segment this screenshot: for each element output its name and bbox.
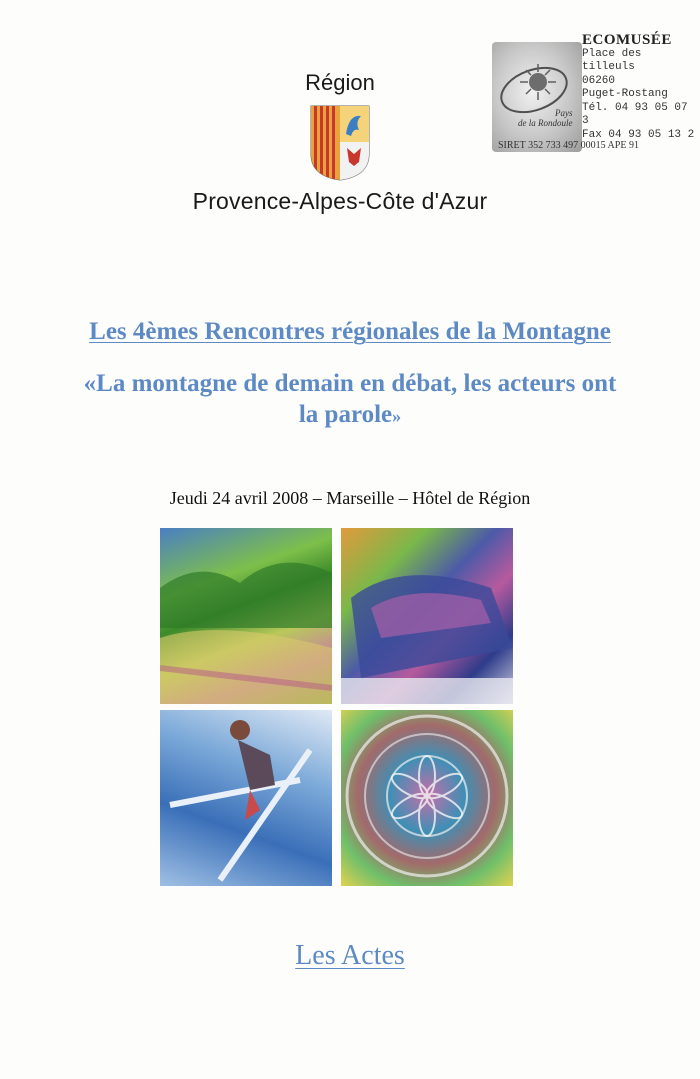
skier-photo: [160, 710, 332, 886]
mountain-meadow-image: [160, 528, 332, 704]
subtitle-line2-wrap: [40, 399, 660, 432]
stamp-title: ECOMUSÉE: [582, 32, 672, 48]
stamp-pays-line2: de la Rondoule: [518, 118, 573, 128]
document-title: Les 4èmes Rencontres régionales de la Montagne: [89, 318, 611, 345]
les-actes-footer: Les Actes: [295, 940, 405, 971]
stamp-line: Fax 04 93 05 13 2: [582, 128, 695, 141]
carved-rosette-photo: [341, 710, 513, 886]
stamp-line: Tél. 04 93 05 07 3: [582, 101, 688, 127]
sun-swirl-icon: [492, 42, 582, 152]
stamp-pays-line1: Pays: [555, 108, 573, 118]
ecomusee-stamp: [488, 30, 700, 155]
document-subtitle: [40, 368, 660, 432]
stamp-line: 06260: [582, 74, 616, 87]
event-date-line: Jeudi 24 avril 2008 – Marseille – Hôtel de Région: [169, 488, 531, 508]
rosette-image: [341, 710, 513, 886]
stamp-line: Place des tilleuls: [582, 47, 642, 73]
subtitle-line2: la parole: [298, 401, 393, 428]
mountain-meadow-photo: [160, 528, 332, 704]
stamp-siret: SIRET 352 733 497 00015 APE 91: [498, 140, 639, 151]
stamp-line: Puget-Rostang: [582, 88, 668, 100]
region-word: Région: [305, 70, 375, 95]
subtitle-line1: «La montagne de demain en débat, les acteurs ont: [83, 370, 617, 397]
train-photo: [341, 528, 513, 704]
photo-collage: [160, 528, 515, 886]
subtitle-close-quote: »: [392, 406, 402, 426]
region-crest-icon: [309, 104, 371, 182]
skier-image: [160, 710, 332, 886]
stamp-pays-label: [518, 108, 573, 128]
stamp-address: [582, 34, 700, 142]
region-header: [175, 70, 505, 215]
train-image: [341, 528, 513, 704]
ecomusee-logo-icon: [492, 42, 582, 152]
region-name: Provence-Alpes-Côte d'Azur: [192, 188, 488, 214]
